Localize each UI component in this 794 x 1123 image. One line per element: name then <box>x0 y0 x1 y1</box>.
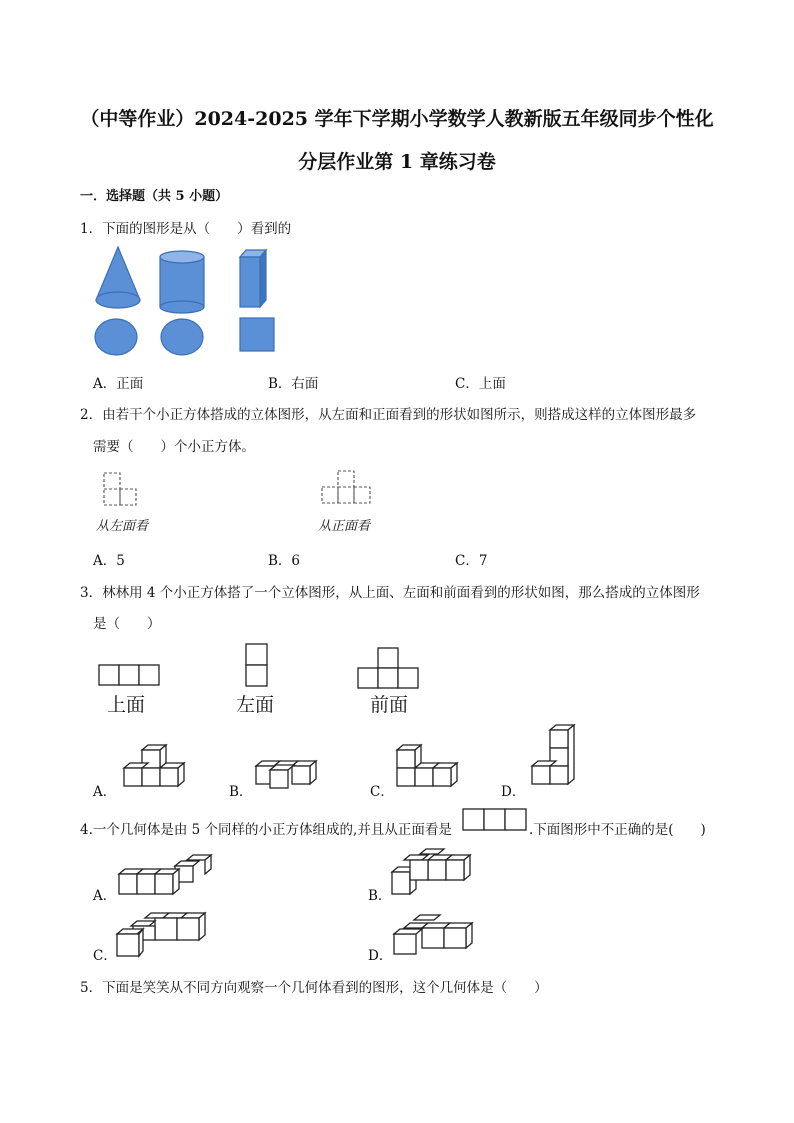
prism-shape <box>240 250 266 307</box>
q2-front-view-label: 从正面看 <box>318 519 371 534</box>
question-2-stem-line2: 需要（ ）个小正方体。 <box>93 439 255 455</box>
q1-figure <box>90 245 290 360</box>
question-2-stem: 2．由若干个小正方体搭成的立体图形，从左面和正面看到的形状如图所示，则搭成这样的立体图形最多 <box>80 407 697 423</box>
q3-option-c-figure <box>393 744 465 792</box>
q3-option-d[interactable]: D． <box>501 784 526 800</box>
q2-left-view-label: 从左面看 <box>96 519 149 534</box>
q3-left-view <box>245 643 269 687</box>
q4-option-d-figure <box>392 912 482 958</box>
q4-option-d[interactable]: D． <box>368 948 393 964</box>
question-4-stem-part1: 4.一个几何体是由 5 个同样的小正方体组成的,并且从正面看是 <box>80 822 452 838</box>
question-4-stem-part2: .下面图形中不正确的是( ) <box>529 822 706 838</box>
q4-option-b[interactable]: B． <box>368 888 392 904</box>
q4-option-a-figure <box>117 852 217 898</box>
q3-top-view <box>98 664 160 686</box>
q4-option-c[interactable]: C． <box>93 948 117 964</box>
q2-option-c[interactable]: C．7 <box>455 553 488 569</box>
cone-shape <box>96 247 140 308</box>
q4-front-view <box>462 808 528 832</box>
q2-front-view <box>318 467 398 512</box>
question-3-stem: 3．林林用 4 个小正方体搭了一个立体图形，从上面、左面和前面看到的形状如图，那么搭成的立体图形 <box>80 585 700 601</box>
q4-option-c-figure <box>115 910 215 958</box>
q3-option-b[interactable]: B． <box>229 784 253 800</box>
q3-front-view-label: 前面 <box>370 694 409 716</box>
q1-option-c[interactable]: C．上面 <box>455 376 506 392</box>
page-title-line2: 分层作业第 1 章练习卷 <box>298 151 496 173</box>
square-view <box>240 318 274 351</box>
page-title: （中等作业）2024-2025 学年下学期小学数学人教新版五年级同步个性化 <box>80 108 714 130</box>
q3-option-a[interactable]: A． <box>93 784 117 800</box>
circle-view-1 <box>95 319 137 355</box>
q2-left-view <box>100 467 160 512</box>
circle-view-2 <box>161 319 203 355</box>
cylinder-shape <box>160 251 204 313</box>
q3-option-c[interactable]: C． <box>370 784 394 800</box>
q1-option-a[interactable]: A．正面 <box>93 376 144 392</box>
q3-option-d-figure <box>528 724 578 792</box>
q3-option-a-figure <box>118 744 190 792</box>
question-3-stem-line2: 是（ ） <box>93 616 161 632</box>
q2-option-b[interactable]: B．6 <box>268 553 301 569</box>
q2-option-a[interactable]: A．5 <box>93 553 125 569</box>
q3-top-view-label: 上面 <box>107 694 146 716</box>
q4-option-a[interactable]: A． <box>93 888 117 904</box>
question-5-stem: 5．下面是笑笑从不同方向观察一个几何体看到的图形，这个几何体是（ ） <box>80 980 548 996</box>
q1-option-b[interactable]: B．右面 <box>268 376 319 392</box>
q4-option-b-figure <box>390 846 490 898</box>
q3-option-b-figure <box>254 760 326 790</box>
section-heading: 一．选择题（共 5 小题） <box>80 189 229 204</box>
q3-front-view <box>357 647 419 689</box>
question-1-stem: 1．下面的图形是从（ ）看到的 <box>80 221 292 237</box>
q3-left-view-label: 左面 <box>236 694 275 716</box>
